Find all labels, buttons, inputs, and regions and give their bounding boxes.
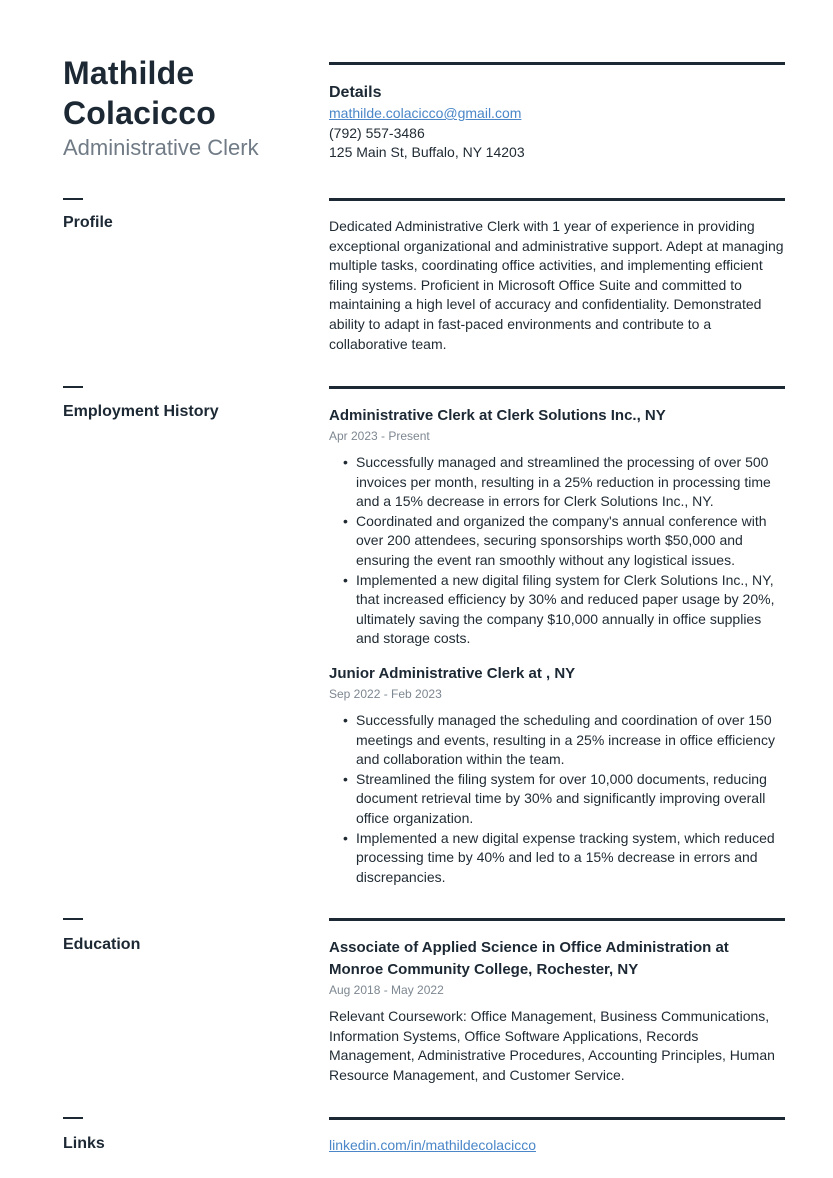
section-rule (329, 198, 785, 201)
section-dash (63, 386, 83, 388)
education-label: Education (63, 936, 141, 953)
job-entry (329, 663, 785, 887)
education-text: Relevant Coursework: Office Management, Business Communications, Information Systems, Office Software Applications, Records Management, Administrative Procedures, Accounting Principles, Human Resource Management, and Customer Service. (329, 1008, 775, 1083)
job-entry (329, 405, 785, 649)
job-title: Administrative Clerk (63, 135, 259, 160)
list-item: • Successfully managed and streamlined the processing of over 500 invoices per month, resulting in a 25% reduction in processing time and a 15% decrease in errors for Clerk Solutions Inc., NY. (343, 453, 785, 512)
education-title: Associate of Applied Science in Office Administration at Monroe Community College, Rochester, NY (329, 939, 729, 978)
section-dash (63, 1117, 83, 1119)
job-bullets-2 (343, 711, 785, 887)
job-title-2: Junior Administrative Clerk at , NY (329, 664, 576, 682)
employment-section (329, 386, 785, 887)
links-label: Links (63, 1135, 105, 1152)
name-first: Mathilde (63, 55, 195, 91)
section-dash (63, 918, 83, 920)
list-item: • Successfully managed the scheduling and coordination of over 150 meetings and events, resulting in a 25% increase in office efficiency and collaboration within the team. (343, 711, 785, 770)
links-heading (63, 1117, 313, 1155)
job-dates-2: Sep 2022 - Feb 2023 (329, 686, 442, 701)
header (63, 53, 313, 163)
profile-section (329, 198, 785, 354)
education-heading (63, 918, 313, 956)
phone: (792) 557-3486 (329, 124, 425, 141)
details-label: Details (329, 84, 382, 101)
education-section (329, 918, 785, 1085)
list-item: • Streamlined the filing system for over 10,000 documents, reducing document retrieval time by 30% and significantly improving overall office organization. (343, 770, 785, 829)
employment-label: Employment History (63, 403, 219, 420)
job-title-1: Administrative Clerk at Clerk Solutions Inc., NY (329, 407, 666, 424)
section-dash (63, 198, 83, 200)
list-item: • Coordinated and organized the company's annual conference with over 200 attendees, securing sponsorships worth $50,000 and ensuring the event ran smoothly without any logistical issues. (343, 512, 785, 571)
job-dates-1: Apr 2023 - Present (329, 429, 430, 443)
list-item: • Implemented a new digital expense tracking system, which reduced processing time by 40% and led to a 15% decrease in errors and discrepancies. (343, 829, 785, 888)
education-dates: Aug 2018 - May 2022 (329, 983, 444, 997)
email-link[interactable]: mathilde.colacicco@gmail.com (329, 105, 522, 121)
links-section (329, 1117, 785, 1156)
employment-heading (63, 386, 313, 423)
section-rule (329, 1117, 785, 1120)
details-section (329, 62, 785, 163)
profile-text: Dedicated Administrative Clerk with 1 year of experience in providing exceptional organizational and administrative support. Adept at managing multiple tasks, coordinating office activities, and implementing efficient filing systems. Proficient in Microsoft Office Suite and committed to maintaining a high level of accuracy and confidentiality. Demonstrated ability to adapt in fast-paced environments and contribute to a collaborative team. (329, 218, 784, 352)
section-rule (329, 62, 785, 65)
profile-heading (63, 198, 313, 234)
section-rule (329, 918, 785, 921)
profile-label: Profile (63, 214, 113, 231)
job-bullets-1 (343, 453, 785, 649)
section-rule (329, 386, 785, 389)
name-last: Colacicco (63, 95, 216, 131)
list-item: • Implemented a new digital filing system for Clerk Solutions Inc., NY, that increased efficiency by 30% and reduced paper usage by 20%, ultimately saving the company $10,000 annually in office supplies and storage costs. (343, 571, 785, 649)
linkedin-link[interactable]: linkedin.com/in/mathildecolacicco (329, 1137, 536, 1153)
address: 125 Main St, Buffalo, NY 14203 (329, 144, 525, 161)
